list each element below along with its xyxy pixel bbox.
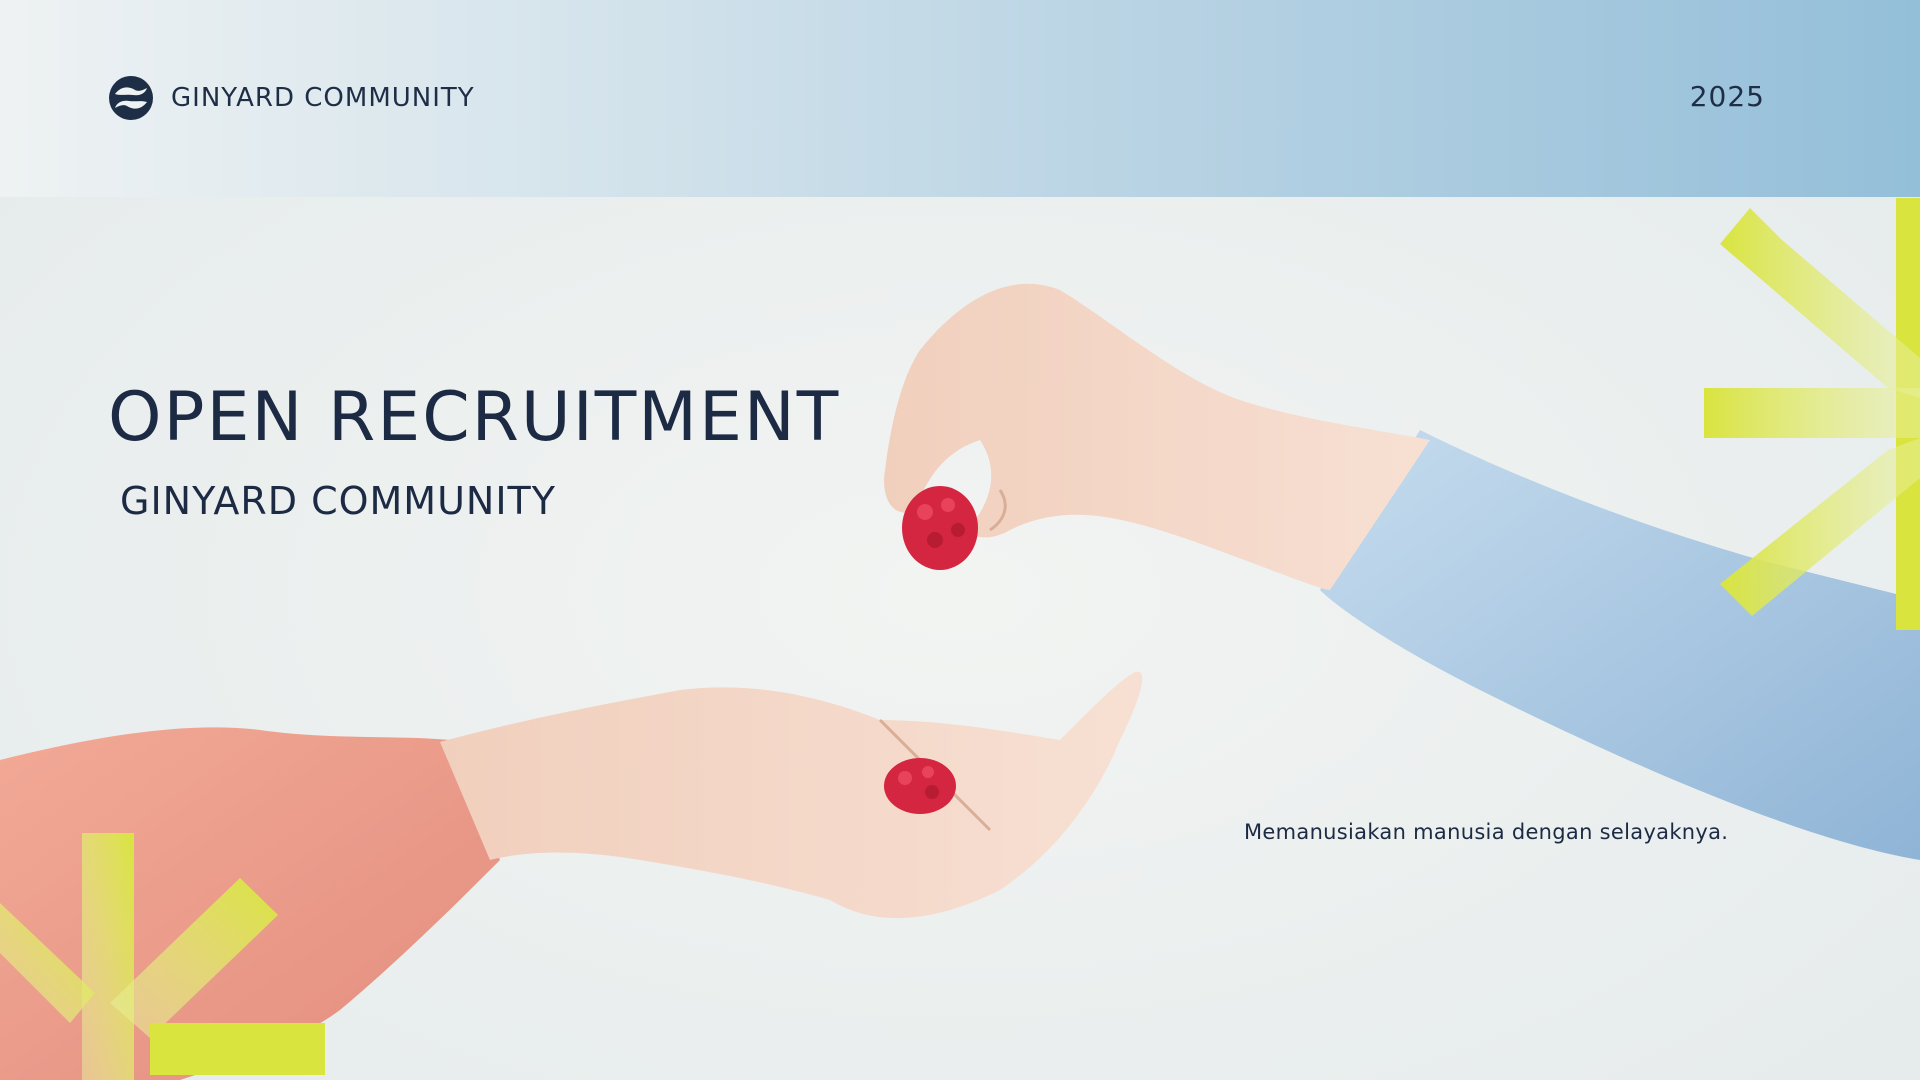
tagline: Memanusiakan manusia dengan selayaknya.: [1244, 820, 1729, 844]
page-title: OPEN RECRUITMENT: [108, 378, 841, 457]
hands-heart-icon: [107, 74, 155, 122]
year-label: 2025: [1689, 80, 1765, 113]
brand: [107, 74, 475, 122]
page-subtitle: GINYARD COMMUNITY: [120, 479, 556, 523]
raspberry-top: [902, 486, 978, 570]
right-burst-decoration: [1700, 198, 1920, 630]
left-burst-decoration: [0, 833, 325, 1080]
raspberry-bottom: [884, 758, 956, 814]
brand-name: GINYARD COMMUNITY: [171, 83, 475, 113]
